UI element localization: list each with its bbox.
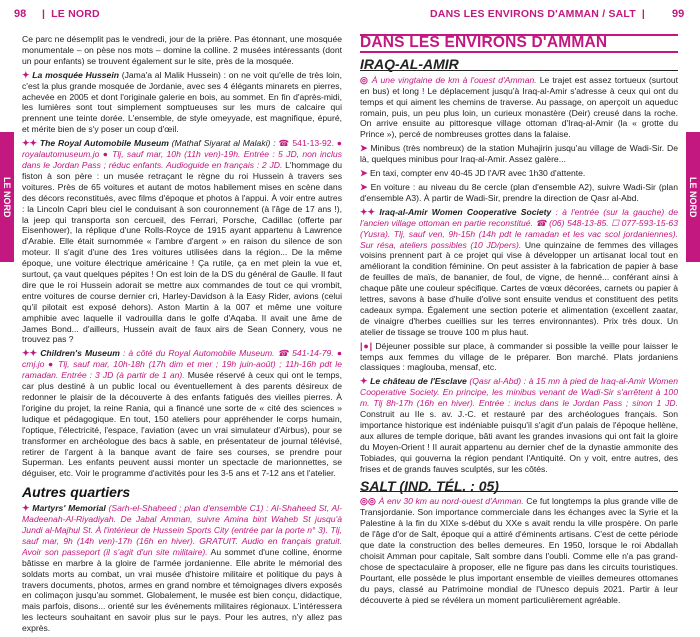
bus-icon: ➤ bbox=[360, 143, 368, 154]
intro-paragraph: Ce parc ne désemplit pas le vendredi, jour de la prière. Pas étonnant, une mosquée monumentale – on pèse nos mots – domine la colline. 2 musées intéressants (dont un pour enfants) se trouvent également sur le site, près de la mosquée. bbox=[22, 34, 342, 66]
children-museum-entry: ✦✦ Children's Museum : à côté du Royal Automobile Museum. ☎ 541-14-79. ● cmj.jo ● Tlj, sauf mar, 10h-18h (17h dim et mer ; 19h juin-août) ; 11h-16h pdt le ramadan. Entrée : 3 JD (à partir de 1 an). Musée réservé à ceux qui ont le temps, car plus destiné à un public local ou éventuellement à des parents désireux de redonner le plaisir de la découverte à des enfants fatigués des vieilles pierres. À l'origine du projet, la reine Rania, qui a financé une sorte de « cité des sciences » ludique et pédagogique. En tout, 150 ateliers pour appréhender le corps humain, l'optique, l'électricité, l'espace, l'aviation (avec un vrai simulateur d'Airbus), pour se transformer en archéologue des bacs à sable, en présentateur de journal télévisé, retirer de l'argent à la banque avant de faire ses courses, se prendre pour Superman. Les enfants peuvent aussi monter un spectacle de marionnettes, se déguiser, etc. Voir le programme d'activités pour les 3-5 ans et 7-12 ans et l'atelier. bbox=[22, 348, 343, 479]
children-museum-title: Children's Museum bbox=[40, 348, 120, 359]
auto-museum-entry: ✦✦ The Royal Automobile Museum (Mathaf Siyarat al Malaki) : ☎ 541-13-92. ● royalautomuseum.jo ● Tlj, sauf mar, 10h (11h ven)-19h. Entrée : 5 JD, non inclus dans le Jordan Pass ; réduc enfants. Audioguide en français : 2 JD. L'hommage du fiston à son père : un musée retraçant le règne du roi Hussein à travers ses voitures. Près de 65 voitures et autant de motos habilement mises en scène dans des décors reconstitués, avec films d'époque et photos à l'appui. À voir entre autres : la Lincoln Capri bleu ciel le conduisant à son couronnement (à l'âge de 17 ans !), la jeep qui transporta son cercueil, des Ferrari, Porsche, Cadillac (offerte par Eisenhower), la réplique d'une Rolls-Royce de 1915 ayant appartenu à Lawrence d'Arabie. Elle était surnommée « l'ambre d'argent » en raison du silence de son moteur. Il s'agit d'une des 1res voitures utilisées dans la région... De la même époque, une voiture électrique américaine ! Ça rutile, ça en met plein la vue et, surtout, ça vaut quelques pépites ! On est loin de la DS du général de Gaulle. Il faut dire que le roi Hussein adorait se mettre aux commandes de tout ce qui vrombit, entre voitures de course dernier cri, Harley-Davidson à la Easy Rider, avions (celui qu'il pilotait est exposé dehors). Aston Martin à la 007 et même une voiture amphibie avec laquelle il vadrouilla dans le golfe d'Aqaba. Il avait une âme de James Bond... d'ailleurs, Hussein avait de faux airs de Sean Connery, vous ne trouvez pas ? bbox=[22, 138, 342, 345]
environs-amman-title: DANS LES ENVIRONS D'AMMAN bbox=[360, 34, 678, 53]
iraq-intro: ◎ À une vingtaine de km à l'ouest d'Amman. Le trajet est assez tortueux (surtout en bus) et long ! Le déplacement jusqu'à Iraq-al-Amir s'adresse à ceux qui ont du temps et qui aiment les chemins de traverse. Au passage, on aperçoit un aqueduc romain, puis, un peu plus loin, un curieux monastère (Deir) creusé dans la roche. On arrive ensuite au pittoresque village ottoman d'Iraq-al-Amir (la « grotte du Prince »), percé de nombreuses grottes dans la falaise. bbox=[360, 74, 679, 140]
mosque-title: La mosquée Hussein bbox=[32, 69, 119, 80]
martyrs-memorial-title: Martyrs' Memorial bbox=[32, 503, 106, 514]
taxi-icon: ➤ bbox=[360, 168, 368, 179]
auto-museum-title: The Royal Automobile Museum bbox=[39, 138, 169, 149]
martyrs-memorial-entry: ✦ Martyrs' Memorial (Sarh-el-Shaheed ; plan d'ensemble C1) : Al-Shaheed St, Al-Madeenah-Al-Riyadiyah. De Jabal Amman, suivre Amina bint Waheb St jusqu'à Jundi al-Majhul St. À l'intérieur de Hussein Sports City (entrée par la porte n° 3). Tlj, sauf mar, 9h (14h ven)-17h (16h en hiver). GRATUIT. Audio en français gratuit. Avoir son passeport (il s'agit d'un site militaire). Au sommet d'une colline, énorme bâtisse en marbre à la gloire de l'armée jordanienne. Elle abrite le mémorial des soldats morts au combat, un vrai musée d'histoire militaire et politique du pays à travers documents, photos, armes en grand nombre et témoignages divers exposés en colimaçon jusqu'au sommet. Globalement, le musée est bien conçu, didactique, mais parfois, disons... orienté sur les événements militaires régionaux. L'intéressera les lecteurs souhaitant en savoir plus sur le pays. Pour les autres, n'y allez pas exprès. bbox=[22, 503, 342, 634]
sight-icon: ✦ bbox=[22, 503, 30, 514]
chateau-esclave-entry: ✦ Le château de l'Esclave (Qasr al-Abd) : à 15 mn à pied de Iraq-al-Amir Women Cooperative Society. En principe, les minibus venant de Wadi-Sir s'arrêtent à 100 m. Tlj 8h-17h (16h en hiver). Entrée : inclus dans le Jordan Pass ; sinon 1 JD. Construit au IIe s. av. J.-C. et restauré par des archéologues français. Son importance historique est indéniable puisqu'il s'agit d'un palais de l'époque hellène, aux allures de temple dorique, bâti avant les grandes invasions qui ont fait la gloire du Moyen-Orient ! Il aurait appartenu au dernier chef de la dynastie ammonite des Tobiades, qui gouverna la région pendant l'Antiquité. On y voit, entre autres, des frises et de grands fauves sculptés, sur les côtés. bbox=[360, 376, 678, 474]
right-section-header: DANS LES ENVIRONS D'AMMAN / SALT | bbox=[430, 8, 646, 20]
salt-heading: SALT (IND. TÉL. : 05) bbox=[360, 481, 678, 493]
children-museum-info: : à côté du Royal Automobile Museum. ☎ 541-14-79. ● cmj.jo ● Tlj, sauf mar, 10h-18h (17h dim et mer ; 19h juin-août) ; 11h-16h pdt le ramadan. Entrée : 3 JD (à partir de 1 an). bbox=[22, 348, 343, 381]
autres-quartiers-heading: Autres quartiers bbox=[22, 484, 131, 501]
restaurant-icon: |●| bbox=[360, 340, 373, 351]
auto-museum-info: ● royalautomuseum.jo ● Tlj, sauf mar, 10h (11h ven)-19h. Entrée : 5 JD, non inclus dans le Jordan Pass ; réduc enfants. Audioguide en français : 2 JD. bbox=[22, 138, 342, 170]
car-info: ➤ En voiture : au niveau du 8e cercle (plan d'ensemble A2), suivre Wadi-Sir (plan d'ensemble A3). À partir de Wadi-Sir, prendre la direction de Qasr al-Abd. bbox=[360, 181, 678, 203]
right-column bbox=[360, 34, 678, 609]
left-section-header: | LE NORD bbox=[42, 8, 100, 20]
sight-icon: ✦✦ bbox=[22, 348, 38, 359]
left-page-number: 98 bbox=[14, 8, 27, 20]
women-cooperative-title: Iraq-al-Amir Women Cooperative Society bbox=[379, 206, 552, 217]
iraq-al-amir-heading: IRAQ-AL-AMIR bbox=[360, 59, 678, 71]
chateau-esclave-info: (Qasr al-Abd) : à 15 mn à pied de Iraq-al-Amir Women Cooperative Society. En principe, les minibus venant de Wadi-Sir s'arrêtent à 100 m. Tlj 8h-17h (16h en hiver). Entrée : inclus dans le Jordan Pass ; sinon 1 JD. bbox=[360, 376, 678, 409]
women-cooperative-entry: ✦✦ Iraq-al-Amir Women Cooperative Society : à l'entrée (sur la gauche) de l'ancien village ottoman en partie reconstitué. ☎ (06) 548-13-85. ☐ 077-593-15-63 (Yusra). Tlj, sauf ven, 9h-15h (14h pdt le ramadan et les vac scol jordaniennes). Sur résa, ateliers possibles (10 JD/pers). Une quinzaine de femmes des villages voisins prennent part à ce projet qui vise à développer un artisanat local tout en améliorant la condition féminine. On peut assister à la fabrication de papier à base de feuilles de maïs, de bananier, de foul, de vigne, de henné... conférant ainsi à chaque pâte une couleur spécifique. Cartes de vœux décorées, carnets ou papier à lettres, savons à base d'huile d'olive sont ensuite vendus et constituent des petits cadeaux sympa. Également une section poterie et alimentation (excellent zaatar, de vinaigre d'herbes cueillies sur les terres environnantes). Prix très doux. Un atelier de tissage se trouve 100 m plus haut. bbox=[360, 206, 678, 337]
location-icon: ◎◎ bbox=[360, 496, 377, 507]
sight-icon: ✦✦ bbox=[22, 138, 38, 149]
minibus-info: ➤ Minibus (très nombreux) de la station Muhajirin jusqu'au village de Wadi-Sir. De là, quelques minibus pour Iraq-al-Amir. Assez galère... bbox=[360, 143, 679, 165]
chateau-esclave-title: Le château de l'Esclave bbox=[370, 376, 467, 387]
mosque-entry: ✦ La mosquée Hussein (Jama'a al Malik Hussein) : on ne voit qu'elle de très loin, c'est la plus grande mosquée de Jordanie, avec ses 4 élégants minarets en pierres, achevée en 2005 et dont l'originale galerie en bois, au sommet. En fin d'après-midi, les lumières sont tout simplement somptueuses sur les murs de calcaire qui prennent une teinte dorée. L'ensemble, de style omeyyade, est magnifique, épuré, et mérite bien de s'y poser un coup d'œil. bbox=[22, 69, 342, 135]
martyrs-memorial-info: (Sarh-el-Shaheed ; plan d'ensemble C1) : Al-Shaheed St, Al-Madeenah-Al-Riyadiyah. De Jabal Amman, suivre Amina bint Waheb St jusqu'à Jundi al-Majhul St. À l'intérieur de Hussein Sports City (entrée par la porte n° 3). Tlj, sauf mar, 9h (14h ven)-17h (16h en hiver). GRATUIT. Audio en français gratuit. Avoir son passeport (il s'agit d'un site militaire). bbox=[22, 503, 342, 557]
taxi-info: ➤ En taxi, compter env 40-45 JD l'A/R avec 1h30 d'attente. bbox=[360, 168, 586, 179]
right-chapter-tab: LE NORD bbox=[686, 132, 700, 262]
auto-museum-phone: ☎ 541-13-92. bbox=[278, 138, 334, 149]
left-column bbox=[22, 34, 342, 637]
left-chapter-tab: LE NORD bbox=[0, 132, 14, 262]
sight-icon: ✦ bbox=[360, 376, 368, 387]
women-cooperative-info: : à l'entrée (sur la gauche) de l'ancien village ottoman en partie reconstitué. ☎ (06) 548-13-85. ☐ 077-593-15-63 (Yusra). Tlj, sauf ven, 9h-15h (14h pdt le ramadan et les vac scol jordaniennes). Sur résa, ateliers possibles (10 JD/pers). bbox=[360, 206, 678, 250]
car-icon: ➤ bbox=[360, 181, 368, 192]
page-header bbox=[0, 0, 700, 26]
lunch-info: |●| Déjeuner possible sur place, à commander si possible la veille pour laisser le temps aux femmes du village de le préparer. Bon marché. Plats jordaniens classiques : maglouba, mensaf, etc. bbox=[360, 340, 679, 373]
salt-intro: ◎◎ À env 30 km au nord-ouest d'Amman. Ce fut longtemps la plus grande ville de Transjordanie. Son importance commerciale dans les échanges avec la Syrie et la Palestine à la fin du XIXe s-début du XXe s avait rendu la ville prospère. On parle de l'âge d'or de Salt, époque qui a attiré d'éminents artisans. C'est de cette période que date la construction des belles demeures. En 1950, lorsque le roi Abdallah choisit Amman pour capitale, Salt sombre dans l'oubli. Comme elle n'a pas grand-chose de spectaculaire à proposer, elle ne figure pas dans les circuits touristiques. Pourtant, elle possède le plus important ensemble de vieilles demeures ottomanes du pays, classé au Patrimoine mondial de l'Unesco depuis 2021. Partir à leur découverte à pied se révélera un moment particulièrement agréable. bbox=[360, 496, 678, 605]
location-icon: ◎ bbox=[360, 74, 369, 85]
sight-icon: ✦✦ bbox=[360, 206, 376, 217]
sight-icon: ✦ bbox=[22, 69, 30, 80]
right-page-number: 99 bbox=[672, 8, 685, 20]
